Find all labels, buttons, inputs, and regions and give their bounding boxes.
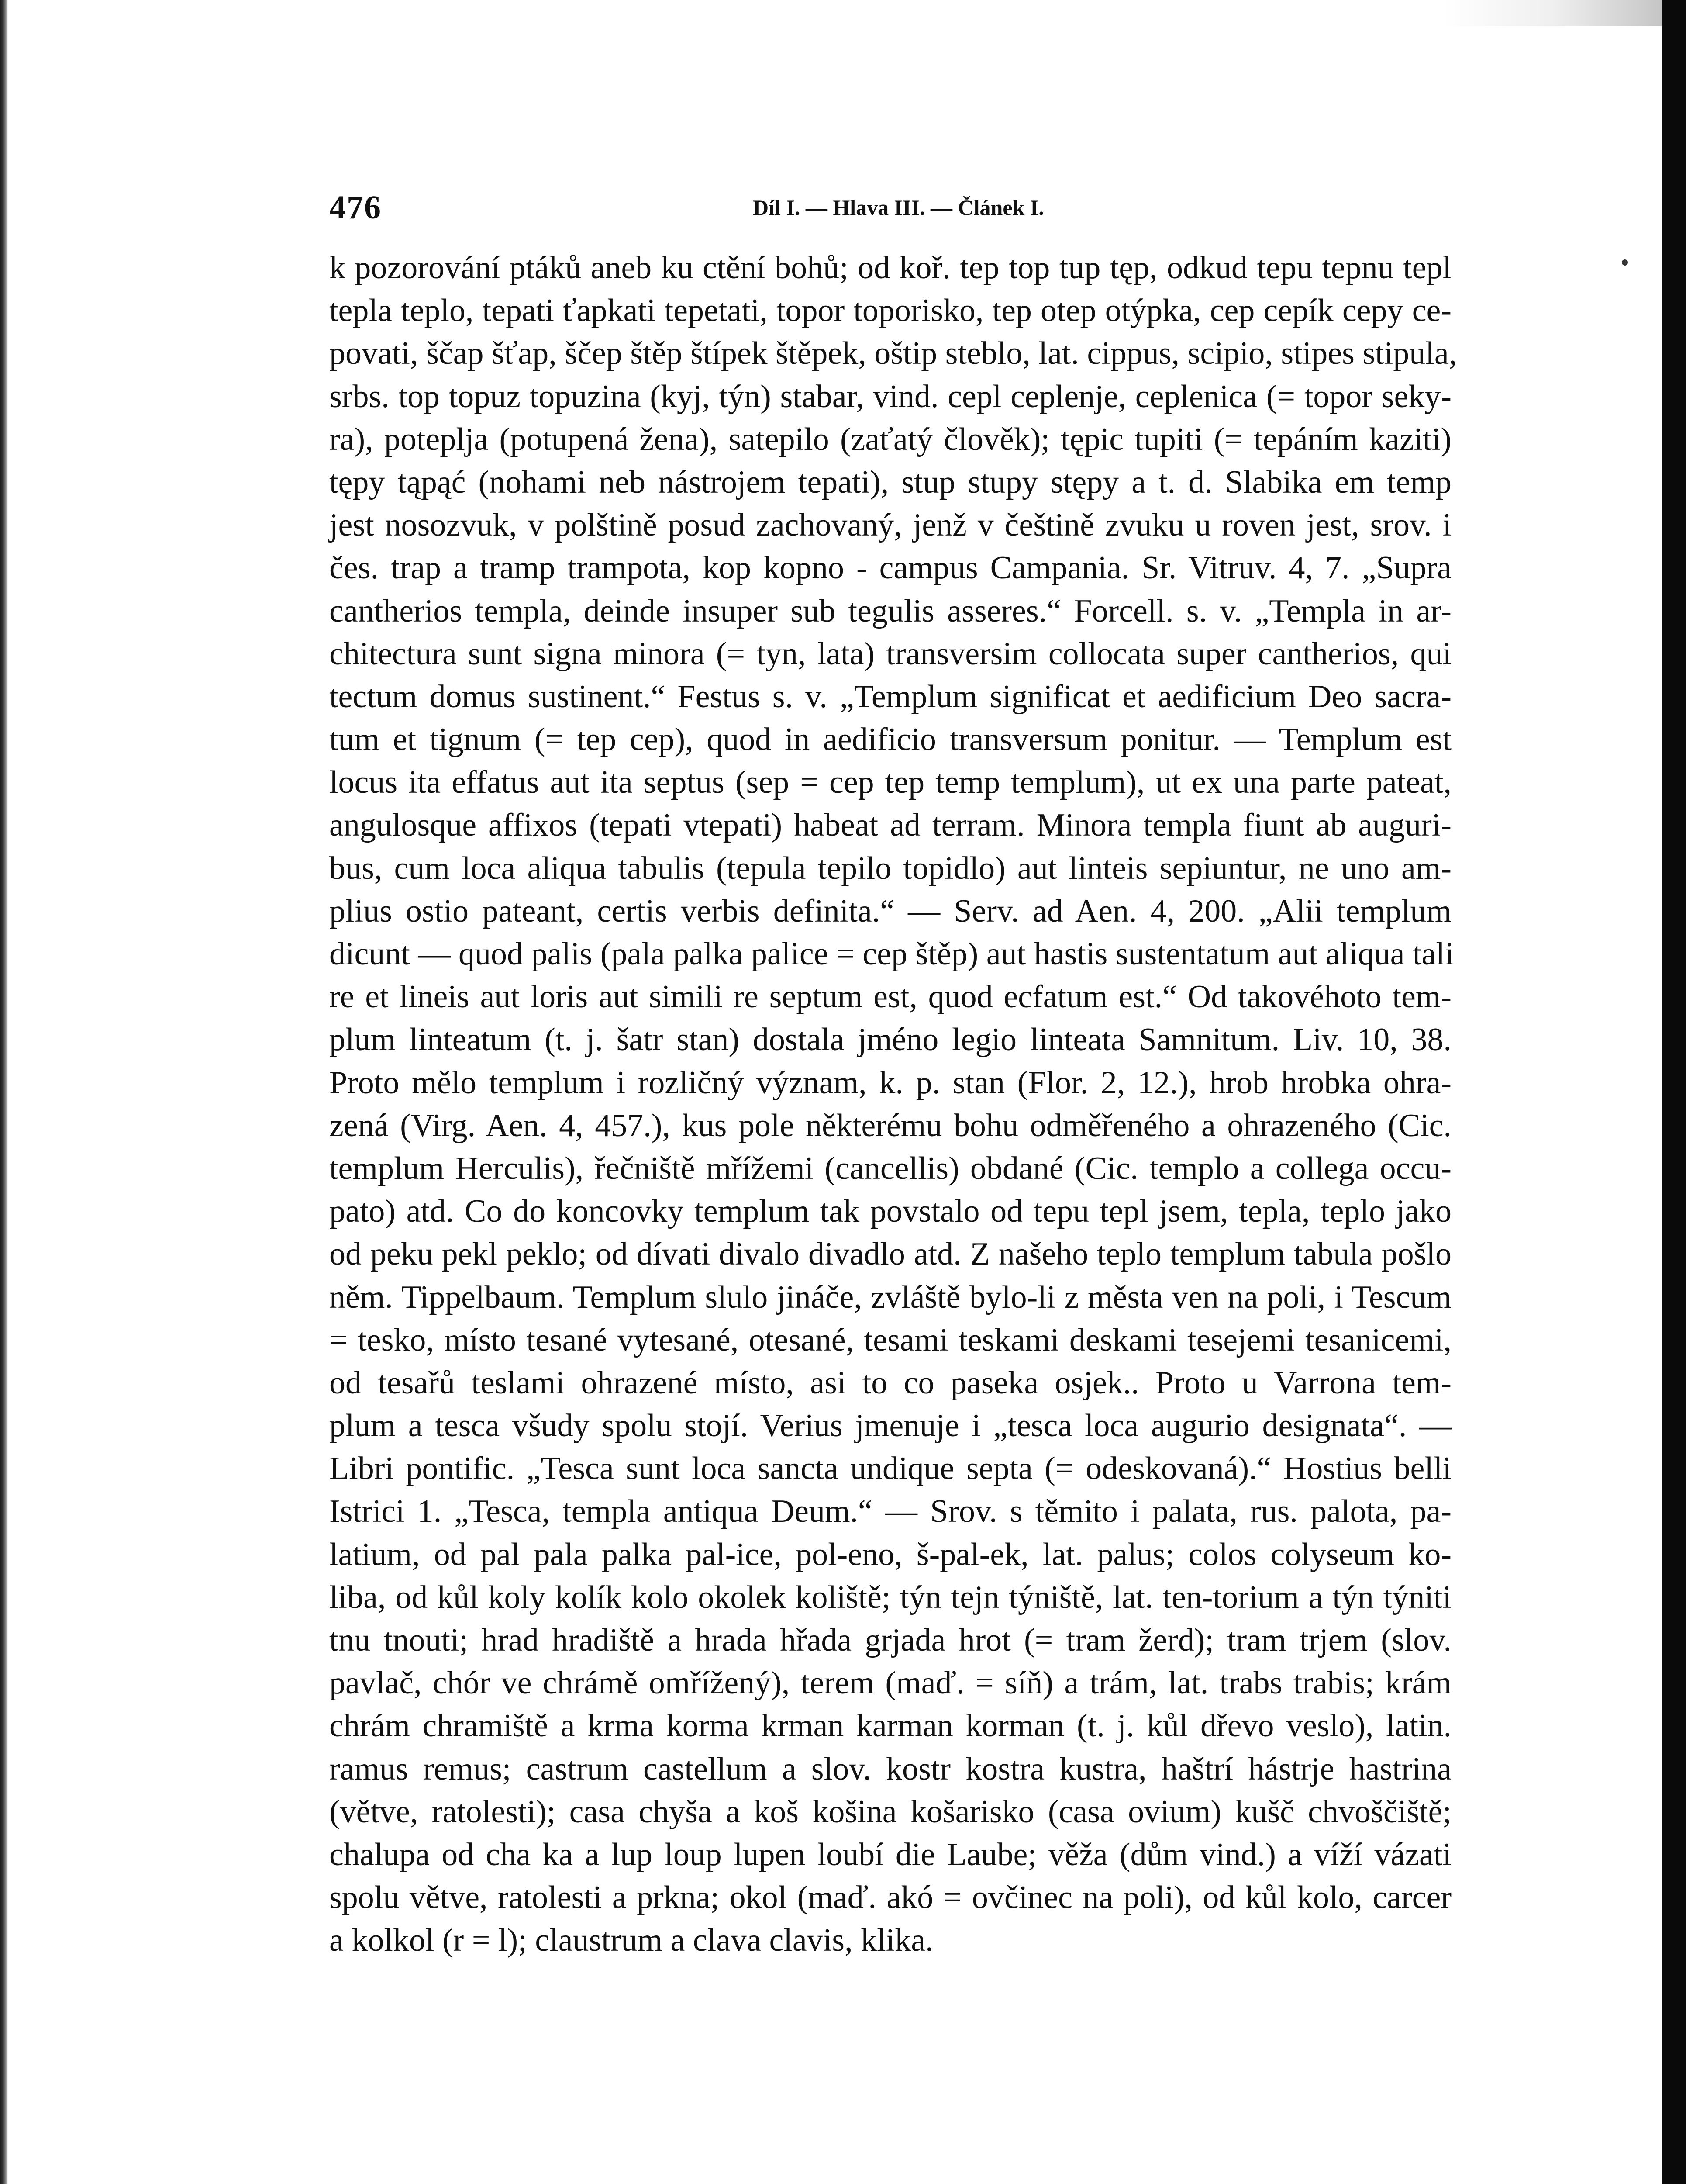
text-line: tępy tąpąć (nohami neb nástrojem tepati), stup stupy stępy a t. d. Slabika em temp (329, 464, 1452, 500)
text-line: angulosque affixos (tepati vtepati) habeat ad terram. Minora templa fiunt ab auguri- (329, 807, 1452, 843)
text-line: Libri pontific. „Tesca sunt loca sancta undique septa (= odeskovaná).“ Hostius belli (329, 1451, 1452, 1487)
scan-left-edge (0, 0, 8, 2184)
text-line: od tesařů teslami ohrazené místo, asi to co paseka osjek.. Proto u Varrona tem- (329, 1365, 1452, 1401)
text-line: povati, ščap šťap, ščep štěp štípek štěpek, oštip steblo, lat. cippus, scipio, stipes stipula, (329, 335, 1457, 372)
text-line: tum et tignum (= tep cep), quod in aedificio transversum ponitur. — Templum est (329, 722, 1452, 758)
text-line: bus, cum loca aliqua tabulis (tepula tepilo topidlo) aut linteis sepiuntur, ne uno am- (329, 850, 1452, 886)
running-head: Díl I. — Hlava III. — Článek I. (753, 195, 1044, 220)
page-number: 476 (329, 189, 382, 226)
text-line: = tesko, místo tesané vytesané, otesané, tesami teskami deskami tesejemi tesanicemi, (329, 1322, 1452, 1358)
scan-speck (1622, 259, 1628, 266)
text-line: ramus remus; castrum castellum a slov. kostr kostra kustra, haštrí hástrje hastrina (329, 1751, 1452, 1787)
text-line: pato) atd. Co do koncovky templum tak povstalo od tepu tepl jsem, tepla, teplo jako (329, 1193, 1452, 1230)
text-line: templum Herculis), řečniště mřížemi (cancellis) obdané (Cic. templo a collega occu- (329, 1150, 1452, 1186)
text-line: k pozorování ptáků aneb ku ctění bohů; od koř. tep top tup tęp, odkud tepu tepnu tepl (329, 250, 1452, 286)
text-line: (větve, ratolesti); casa chyša a koš košina košarisko (casa ovium) kušč chvoščiště; (329, 1794, 1452, 1830)
scan-top-shade (1443, 0, 1662, 26)
text-line: plum a tesca všudy spolu stojí. Verius jmenuje i „tesca loca augurio designata“. — (329, 1408, 1452, 1444)
text-line: pavlač, chór ve chrámě omřížený), terem (maď. = síň) a trám, lat. trabs trabis; krám (329, 1665, 1452, 1701)
text-line: re et lineis aut loris aut simili re septum est, quod ecfatum est.“ Od takovéhoto tem- (329, 979, 1452, 1015)
text-line: zená (Virg. Aen. 4, 457.), kus pole některému bohu odměřeného a ohrazeného (Cic. (329, 1107, 1452, 1144)
text-line: tepla teplo, tepati ťapkati tepetati, topor toporisko, tep otep otýpka, cep cepík cepy ce- (329, 293, 1452, 329)
text-line: srbs. top topuz topuzina (kyj, týn) stabar, vind. cepl ceplenje, ceplenica (= topor seky- (329, 378, 1452, 415)
text-line: čes. trap a tramp trampota, kop kopno - campus Campania. Sr. Vitruv. 4, 7. „Supra (329, 550, 1452, 586)
text-line: ra), poteplja (potupená žena), satepilo (zaťatý člověk); tępic tupiti (= tepáním kaziti) (329, 421, 1452, 457)
scan-right-edge (1662, 0, 1686, 2184)
text-line: Istrici 1. „Tesca, templa antiqua Deum.“ — Srov. s těmito i palata, rus. palota, pa- (329, 1493, 1452, 1530)
text-line: tectum domus sustinent.“ Festus s. v. „Templum significat et aedificium Deo sacra- (329, 678, 1452, 715)
text-line: locus ita effatus aut ita septus (sep = cep tep temp templum), ut ex una parte pateat, (329, 764, 1452, 801)
text-line: spolu větve, ratolesti a prkna; okol (maď. akó = ovčinec na poli), od kůl kolo, carcer (329, 1880, 1452, 1916)
text-line: plius ostio pateant, certis verbis definita.“ — Serv. ad Aen. 4, 200. „Alii templum (329, 893, 1452, 929)
text-line: tnu tnouti; hrad hradiště a hrada hřada grjada hrot (= tram žerd); tram trjem (slov. (329, 1622, 1452, 1658)
page-header (329, 189, 1159, 237)
text-line: plum linteatum (t. j. šatr stan) dostala jméno legio linteata Samnitum. Liv. 10, 38. (329, 1022, 1452, 1058)
text-line: Proto mělo templum i rozličný význam, k. p. stan (Flor. 2, 12.), hrob hrobka ohra- (329, 1064, 1452, 1101)
text-line: a kolkol (r = l); claustrum a clava clavis, klika. (329, 1922, 934, 1959)
text-line: latium, od pal pala palka pal-ice, pol-eno, š-pal-ek, lat. palus; colos colyseum ko- (329, 1536, 1452, 1572)
text-line: jest nosozvuk, v polštině posud zachovaný, jenž v češtině zvuku u roven jest, srov. i (329, 507, 1452, 543)
text-line: chrám chramiště a krma korma krman karman korman (t. j. kůl dřevo veslo), latin. (329, 1708, 1452, 1744)
text-line: něm. Tippelbaum. Templum slulo jináče, zvláště bylo-li z města ven na poli, i Tescum (329, 1279, 1452, 1315)
body-text (329, 246, 1457, 1962)
text-line: dicunt — quod palis (pala palka palice = cep štěp) aut hastis sustentatum aut aliqua tali (329, 936, 1454, 972)
text-line: liba, od kůl koly kolík kolo okolek koliště; týn tejn týniště, lat. ten-torium a týn týniti (329, 1579, 1452, 1615)
text-line: cantherios templa, deinde insuper sub tegulis asseres.“ Forcell. s. v. „Templa in ar- (329, 593, 1452, 629)
text-line: chalupa od cha ka a lup loup lupen loubí die Laube; věža (dům vind.) a víží vázati (329, 1836, 1452, 1873)
text-line: chitectura sunt signa minora (= tyn, lata) transversim collocata super cantherios, qui (329, 636, 1452, 672)
text-line: od peku pekl peklo; od dívati divalo divadlo atd. Z našeho teplo templum tabula pošlo (329, 1236, 1452, 1272)
